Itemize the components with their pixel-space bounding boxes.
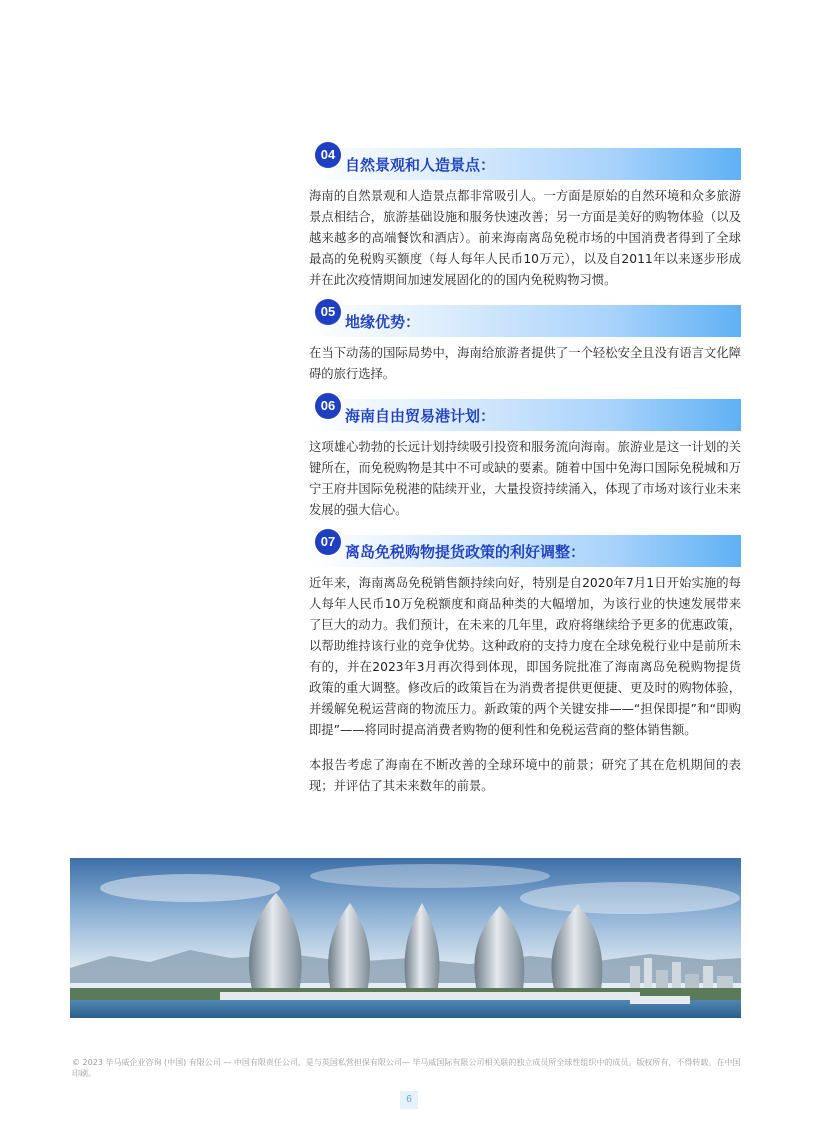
section-header: [309, 148, 741, 180]
skyline-illustration: [70, 858, 741, 1018]
main-content: [309, 148, 741, 797]
section-body: 海南的自然景观和人造景点都非常吸引人。一方面是原始的自然环境和众多旅游景点相结合，旅游基础设施和服务快速改善；另一方面是美好的购物体验（以及越来越多的高端餐饮和酒店）。前来海南离岛免税市场的中国消费者得到了全球最高的免税购买额度（每人每年人民币10万元），以及自2011年以来逐步形成并在此次疫情期间加速发展固化的的国内免税购物习惯。: [309, 189, 741, 287]
section-header: [309, 535, 741, 567]
section-number-badge: 07: [315, 529, 341, 555]
section-title: 海南自由贸易港计划：: [345, 407, 496, 425]
section-body: 在当下动荡的国际局势中，海南给旅游者提供了一个轻松安全且没有语言文化障碍的旅行选择。: [309, 346, 741, 381]
section-title: 离岛免税购物提货政策的利好调整：: [345, 543, 586, 561]
section-header: [309, 305, 741, 337]
copyright-notice: © 2023 毕马威企业咨询 (中国) 有限公司 — 中国有限责任公司，是与英国私营担保有限公司— 毕马威国际有限公司相关联的独立成员所全球性组织中的成员。版权所有，不得转载。在中国印刷。: [72, 1058, 741, 1078]
section-number-badge: 04: [315, 142, 341, 168]
section-number-badge: 06: [315, 393, 341, 419]
closing-paragraph: 本报告考虑了海南在不断改善的全球环境中的前景；研究了其在危机期间的表现；并评估了其未来数年的前景。: [309, 758, 741, 793]
section-06: [309, 399, 741, 521]
section-number-badge: 05: [315, 299, 341, 325]
page-number: 6: [400, 1091, 418, 1109]
section-04: [309, 148, 741, 291]
section-title: 地缘优势：: [345, 313, 421, 331]
section-07: [309, 535, 741, 741]
section-body: 近年来，海南离岛免税销售额持续向好，特别是自2020年7月1日开始实施的每人每年人民币10万免税额度和商品种类的大幅增加，为该行业的快速发展带来了巨大的动力。我们预计，在未来的几年里，政府将继续给予更多的优惠政策，以帮助维持该行业的竞争优势。这种政府的支持力度在全球免税行业中是前所未有的，并在2023年3月再次得到体现，即国务院批准了海南离岛免税购物提货政策的重大调整。修改后的政策旨在为消费者提供更便捷、更及时的购物体验，并缓解免税运营商的物流压力。新政策的两个关键安排——“担保即提”和“即购即提”——将同时提高消费者购物的便利性和免税运营商的整体销售额。: [309, 576, 741, 737]
section-title: 自然景观和人造景点：: [345, 156, 496, 174]
city-skyline-photo: [70, 858, 741, 1018]
section-body: 这项雄心勃勃的长远计划持续吸引投资和服务流向海南。旅游业是这一计划的关键所在，而免税购物是其中不可或缺的要素。随着中国中免海口国际免税城和万宁王府井国际免税港的陆续开业，大量投资持续涌入，体现了市场对该行业未来发展的强大信心。: [309, 440, 741, 517]
section-05: [309, 305, 741, 385]
section-header: [309, 399, 741, 431]
